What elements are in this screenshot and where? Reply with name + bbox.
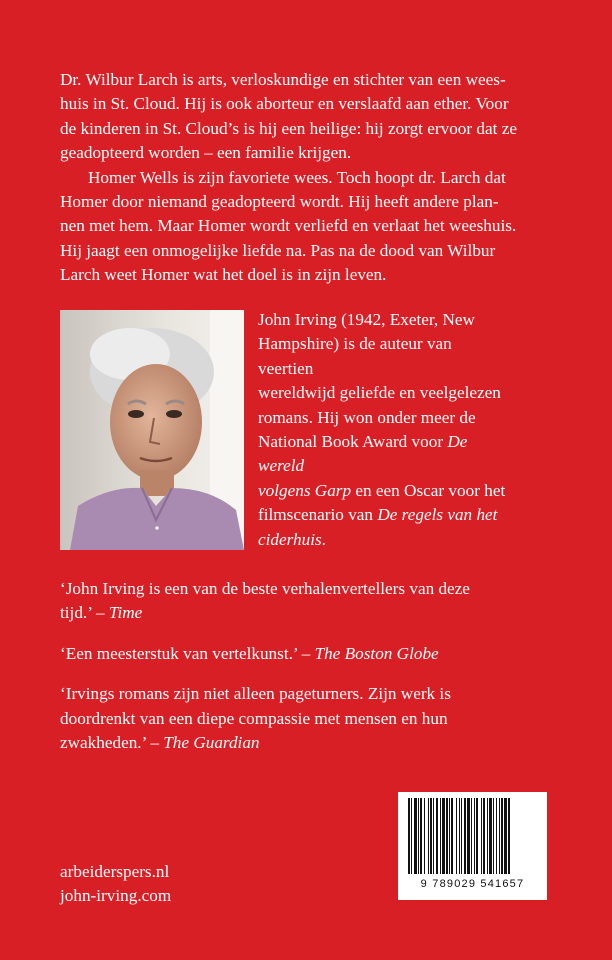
- quote-text: zwakheden.’ –: [60, 733, 164, 753]
- book-title: De regels van het: [377, 505, 498, 525]
- quote-source: Time: [108, 603, 143, 623]
- quote-text: ‘Een meesterstuk van vertelkunst.’ –: [60, 643, 315, 663]
- website-links: [60, 860, 171, 908]
- review-quote-guardian: [60, 682, 560, 755]
- book-title: De wereld: [258, 432, 468, 476]
- quote-text: ‘John Irving is een van de beste verhalenvertellers van deze: [60, 579, 470, 598]
- quote-text: ‘Irvings romans zijn niet alleen pageturners. Zijn werk is: [60, 684, 451, 704]
- blurb-line: Larch weet Homer wat het doel is in zijn leven.: [60, 265, 387, 285]
- quote-text: tijd.’ –: [60, 603, 109, 623]
- author-website-link[interactable]: john-irving.com: [60, 886, 172, 905]
- bio-line: John Irving (1942, Exeter, New: [258, 310, 475, 329]
- isbn-barcode: [398, 792, 547, 900]
- bio-line: Hampshire) is de auteur van veertien: [258, 334, 452, 378]
- isbn-digits: 9 789029 541657: [420, 878, 525, 890]
- blurb-line: Homer Wells is zijn favoriete wees. Toch hoopt dr. Larch dat: [88, 167, 506, 187]
- quote-source: The Boston Globe: [314, 643, 439, 663]
- blurb-line: huis in St. Cloud. Hij is ook aborteur en verslaafd aan ether. Voor: [60, 94, 509, 114]
- author-bio: [258, 308, 508, 552]
- bio-line: .: [321, 529, 326, 549]
- bio-line: National Book Award voor: [258, 432, 448, 452]
- quote-text: doordrenkt van een diepe compassie met mensen en hun: [60, 708, 448, 728]
- blurb-paragraph-1: [60, 68, 560, 166]
- book-title: volgens Garp: [258, 480, 352, 500]
- blurb: [60, 68, 560, 288]
- bio-line: wereldwijd geliefde en veelgelezen: [258, 383, 501, 403]
- author-portrait-image: [60, 310, 244, 550]
- blurb-line: geadopteerd worden – een familie krijgen.: [60, 143, 352, 163]
- bio-line: en een Oscar voor het: [351, 480, 506, 500]
- review-quote-boston-globe: [60, 642, 560, 666]
- blurb-paragraph-2: [60, 166, 560, 288]
- quote-source: The Guardian: [163, 733, 260, 753]
- review-quote-time: [60, 577, 560, 626]
- blurb-line: Hij jaagt een onmogelijke liefde na. Pas na de dood van Wilbur: [60, 240, 496, 260]
- blurb-line: Homer door niemand geadopteerd wordt. Hij heeft andere plan-: [60, 192, 499, 212]
- bio-line: romans. Hij won onder meer de: [258, 407, 476, 427]
- book-title: ciderhuis: [258, 529, 322, 549]
- blurb-line: nen met hem. Maar Homer wordt verliefd en verlaat het weeshuis.: [60, 216, 517, 236]
- author-photo: [60, 310, 244, 550]
- bio-line: filmscenario van: [258, 505, 378, 525]
- barcode-bars: [398, 792, 547, 878]
- author-bio-text: [258, 308, 508, 552]
- blurb-line: Dr. Wilbur Larch is arts, verloskundige en stichter van een wees-: [60, 70, 506, 89]
- publisher-website-link[interactable]: arbeiderspers.nl: [60, 862, 170, 881]
- blurb-line: de kinderen in St. Cloud’s is hij een heilige: hij zorgt ervoor dat ze: [60, 118, 517, 138]
- review-quotes: [60, 577, 560, 771]
